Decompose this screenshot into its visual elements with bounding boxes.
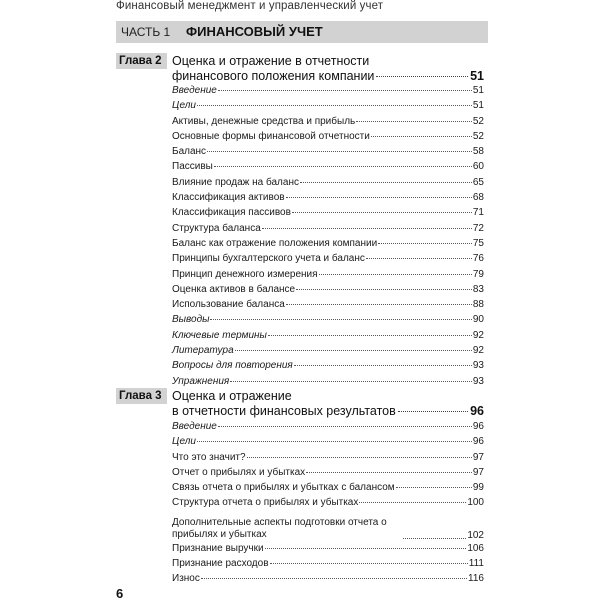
toc-entry[interactable]	[172, 558, 484, 573]
leader-dots	[286, 304, 472, 305]
toc-entry-title: Оценка активов в балансе	[172, 283, 296, 295]
leader-dots	[371, 136, 472, 137]
toc-entry-title: Признание расходов	[172, 558, 269, 570]
leader-dots	[201, 578, 467, 579]
toc-entry-title: Вопросы для повторения	[172, 360, 293, 372]
leader-dots	[359, 502, 466, 503]
toc-entry-title: Баланс	[172, 146, 207, 158]
leader-dots	[235, 350, 472, 351]
chapter-badge: Глава 3	[116, 388, 167, 404]
toc-entry-title: Выводы	[172, 314, 210, 326]
toc-entry[interactable]	[172, 314, 484, 329]
toc-entry-page: 100	[467, 497, 484, 509]
toc-entry[interactable]	[172, 436, 484, 451]
toc-entry-title: Цели	[172, 100, 196, 112]
leader-dots	[292, 212, 472, 213]
leader-dots	[247, 457, 472, 458]
part-title: ФИНАНСОВЫЙ УЧЕТ	[186, 24, 323, 39]
toc-entry[interactable]	[172, 85, 484, 100]
toc-entry[interactable]	[172, 421, 484, 436]
toc-entry-title: Структура баланса	[172, 222, 261, 234]
leader-dots	[262, 228, 472, 229]
toc-entry-page: 97	[472, 451, 484, 463]
toc-entry[interactable]	[172, 146, 484, 161]
toc-entry-title: Введение	[172, 421, 217, 432]
leader-dots	[356, 121, 472, 122]
leader-dots	[218, 90, 472, 91]
leader-dots	[378, 243, 472, 244]
toc-entry-title: Баланс как отражение положения компании	[172, 237, 378, 249]
toc-entry-page: 88	[472, 299, 484, 311]
page-number: 6	[116, 586, 124, 601]
chapter-2	[116, 53, 488, 387]
toc-entry-page: 111	[468, 558, 484, 570]
toc-entry-page: 60	[472, 161, 484, 173]
toc-entry[interactable]	[172, 513, 484, 543]
toc-entry[interactable]	[172, 238, 484, 253]
toc-entry[interactable]	[172, 299, 484, 314]
chapter-title[interactable]	[172, 389, 484, 419]
toc-entry[interactable]	[172, 116, 484, 131]
chapter-badge: Глава 2	[116, 53, 167, 69]
toc-entry-page: 52	[472, 130, 484, 142]
chapter-3	[116, 388, 488, 585]
leader-dots	[403, 538, 466, 539]
toc-entry[interactable]	[172, 543, 484, 558]
toc-entry-title: Износ	[172, 573, 200, 585]
toc-entry-title: Активы, денежные средства и прибыль	[172, 115, 356, 127]
toc-entry[interactable]	[172, 345, 484, 360]
toc-entry-page: 52	[472, 115, 484, 127]
toc-entry-page: 58	[472, 146, 484, 158]
toc-entry-title: Дополнительные аспекты подготовки отчета о прибылях и убытках	[172, 516, 387, 540]
chapter-page: 96	[470, 404, 484, 418]
toc-entry-page: 93	[472, 360, 484, 372]
toc-entry-page: 92	[472, 329, 484, 341]
toc-entry[interactable]	[172, 161, 484, 176]
toc-entry-page: 51	[472, 85, 484, 96]
toc-entry-title: Пассивы	[172, 161, 213, 173]
toc-entry-page: 71	[472, 207, 484, 219]
toc-entry-page: 96	[472, 436, 484, 448]
running-header: Финансовый менеджмент и управленческий учет	[116, 0, 384, 12]
toc-entry-title: Упражнения	[172, 375, 230, 387]
toc-entry[interactable]	[172, 269, 484, 284]
chapter-title-line: в отчетности финансовых результатов	[172, 404, 396, 418]
toc-entry-title: Влияние продаж на баланс	[172, 176, 299, 188]
toc-entry-page: 93	[472, 375, 484, 387]
chapter-3-entries	[172, 421, 484, 589]
leader-dots	[268, 335, 472, 336]
leader-dots	[319, 274, 472, 275]
toc-entry-title: Введение	[172, 85, 217, 96]
toc-entry-title: Структура отчета о прибылях и убытках	[172, 497, 359, 509]
toc-entry[interactable]	[172, 177, 484, 192]
toc-entry[interactable]	[172, 284, 484, 299]
chapter-2-entries	[172, 85, 484, 391]
toc-entry-page: 92	[472, 345, 484, 357]
leader-dots	[286, 197, 472, 198]
toc-entry-page: 83	[472, 283, 484, 295]
chapter-page: 51	[470, 69, 484, 83]
part-label: ЧАСТЬ 1	[121, 25, 171, 39]
chapter-title-line: финансового положения компании	[172, 69, 375, 83]
toc-entry-page: 72	[472, 222, 484, 234]
toc-entry-page: 116	[468, 573, 484, 585]
toc-entry-title: Что это значит?	[172, 451, 246, 463]
toc-entry-title: Цели	[172, 436, 196, 448]
toc-entry[interactable]	[172, 223, 484, 238]
toc-entry-page: 51	[472, 100, 484, 112]
toc-entry-page: 68	[472, 192, 484, 204]
toc-entry-page: 65	[472, 176, 484, 188]
leader-dots	[306, 472, 472, 473]
leader-dots	[398, 411, 468, 412]
toc-entry[interactable]	[172, 207, 484, 222]
toc-entry-title: Ключевые термины	[172, 329, 267, 341]
toc-entry-title: Основные формы финансовой отчетности	[172, 130, 370, 142]
leader-dots	[218, 426, 472, 427]
toc-entry-title: Принцип денежного измерения	[172, 268, 318, 280]
toc-entry-title: Связь отчета о прибылях и убытках с балансом	[172, 482, 395, 494]
leader-dots	[207, 151, 472, 152]
toc-entry-title: Принципы бухгалтерского учета и баланс	[172, 253, 365, 265]
leader-dots	[396, 487, 472, 488]
toc-entry[interactable]	[172, 497, 484, 512]
toc-entry[interactable]	[172, 452, 484, 467]
leader-dots	[300, 182, 472, 183]
toc-entry-page: 97	[472, 466, 484, 478]
leader-dots	[294, 365, 472, 366]
toc-entry-title: Литература	[172, 345, 234, 357]
toc-entry[interactable]	[172, 131, 484, 146]
toc-entry-page: 79	[472, 268, 484, 280]
leader-dots	[265, 548, 467, 549]
toc-entry-title: Использование баланса	[172, 299, 285, 311]
leader-dots	[270, 563, 468, 564]
leader-dots	[214, 166, 472, 167]
leader-dots	[210, 319, 471, 320]
toc-entry-page: 75	[472, 237, 484, 249]
toc-entry-page: 90	[472, 314, 484, 326]
toc-entry-page: 96	[472, 421, 484, 432]
toc-entry[interactable]	[172, 360, 484, 375]
toc-entry[interactable]	[172, 573, 484, 588]
chapter-title-line: Оценка и отражение в отчетности	[172, 54, 370, 68]
toc-entry-title: Отчет о прибылях и убытках	[172, 466, 306, 478]
toc-entry-title: Классификация пассивов	[172, 207, 291, 219]
toc-entry-title: Классификация активов	[172, 192, 285, 204]
toc-entry[interactable]	[172, 330, 484, 345]
part-banner	[116, 21, 488, 43]
leader-dots	[366, 258, 472, 259]
chapter-title[interactable]	[172, 54, 484, 84]
leader-dots	[230, 381, 472, 382]
toc-entry[interactable]	[172, 253, 484, 268]
toc-entry[interactable]	[172, 467, 484, 482]
chapter-title-line: Оценка и отражение	[172, 389, 292, 403]
leader-dots	[296, 289, 472, 290]
toc-entry-page: 106	[467, 542, 484, 554]
toc-entry-title: Признание выручки	[172, 542, 264, 554]
leader-dots	[197, 105, 472, 106]
leader-dots	[197, 441, 472, 442]
toc-entry-page: 102	[467, 529, 484, 541]
leader-dots	[376, 76, 468, 77]
toc-entry[interactable]	[172, 482, 484, 497]
toc-entry[interactable]	[172, 192, 484, 207]
toc-entry-page: 99	[472, 482, 484, 494]
toc-entry-page: 76	[472, 253, 484, 265]
toc-entry[interactable]	[172, 100, 484, 115]
